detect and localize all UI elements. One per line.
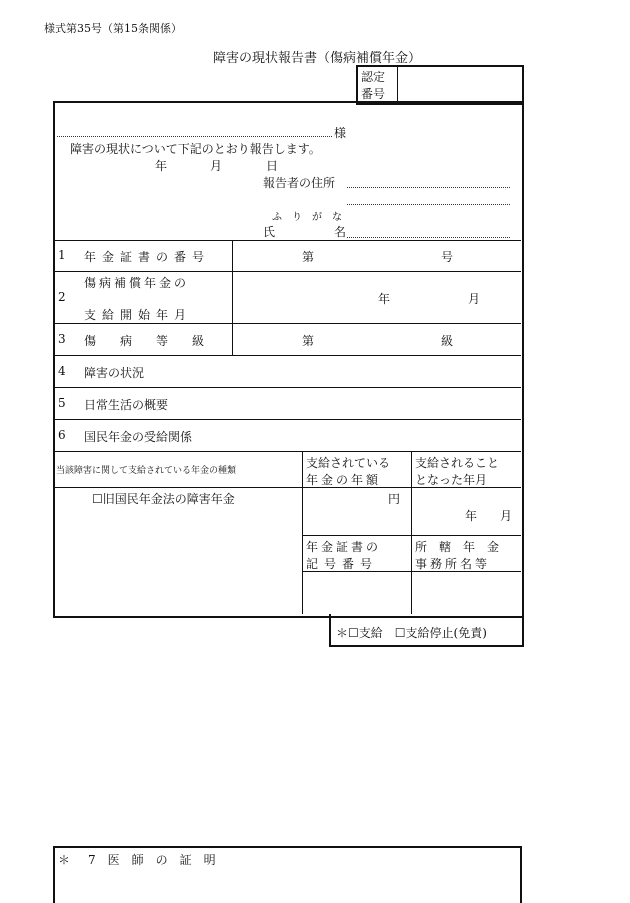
row1-number: 1 (58, 248, 66, 262)
name-line[interactable] (347, 237, 510, 238)
row3-kyu: 級 (441, 334, 454, 348)
row2-year: 年 (378, 292, 391, 306)
certificate-number-field[interactable] (305, 574, 409, 612)
old-national-pension-checkbox[interactable]: ☐旧国民年金法の障害年金 (92, 492, 235, 506)
office-label-1: 所 轄 年 金 (415, 540, 500, 554)
recognition-label-2: 番号 (361, 87, 386, 101)
row4-number: 4 (58, 364, 66, 378)
certificate-label-1: 年金証書の (306, 540, 382, 554)
row1-label: 年金証書の番号 (84, 250, 211, 264)
name-label-1: 氏 (263, 225, 276, 239)
page-title: 障害の現状報告書（傷病補償年金） (213, 51, 422, 66)
yen-label: 円 (388, 492, 401, 506)
row2-number: 2 (58, 290, 66, 304)
row6-number: 6 (58, 428, 66, 442)
row5-number: 5 (58, 396, 66, 410)
row5-label: 日常生活の概要 (84, 398, 169, 412)
doctor-asterisk: ＊ (58, 853, 71, 867)
address-label: 報告者の住所 (263, 176, 336, 190)
row2-month: 月 (468, 292, 481, 306)
doctor-certificate-label: 7 医 師 の 証 明 (88, 853, 216, 867)
pension-amount-header-2: 年金の年額 (306, 473, 382, 487)
date-month: 月 (210, 159, 223, 173)
pension-office-field[interactable] (414, 574, 518, 612)
sama-label: 様 (334, 126, 347, 140)
row4-label: 障害の状況 (84, 366, 145, 380)
form-number: 様式第35号（第15条関係） (44, 22, 182, 35)
row3-dai: 第 (302, 334, 315, 348)
row2-label-1: 傷病補償年金の (84, 276, 190, 290)
status-options[interactable]: ＊☐支給 ☐支給停止(免責) (336, 626, 487, 640)
certificate-label-2: 記号番号 (306, 557, 379, 571)
office-label-2: 事務所名等 (415, 557, 491, 571)
furigana-label: ふ り が な (272, 212, 342, 223)
injury-grade-field[interactable] (318, 328, 436, 352)
pension-type-header: 当該障害に関して支給されている年金の種類 (56, 466, 237, 476)
pension-year-label: 年 (465, 509, 478, 523)
pension-amount-header-1: 支給されている (306, 456, 391, 470)
row2-label-2: 支給開始年月 (84, 308, 193, 322)
recognition-label-1: 認定 (361, 70, 386, 84)
pension-month-label: 月 (500, 509, 513, 523)
statement-text: 障害の現状について下記のとおり報告します。 (70, 142, 321, 156)
address-line[interactable] (347, 187, 510, 188)
payment-date-header-1: 支給されること (415, 456, 500, 470)
pension-amount-field[interactable] (306, 490, 386, 532)
address-line-2[interactable] (347, 204, 510, 205)
date-year: 年 (155, 159, 168, 173)
payment-date-header-2: となった年月 (415, 473, 488, 487)
date-day: 日 (266, 159, 279, 173)
row1-go: 号 (441, 250, 454, 264)
addressee-line[interactable] (57, 136, 332, 137)
row3-label: 傷 病 等 級 (84, 334, 211, 348)
recognition-number-field[interactable] (400, 68, 518, 100)
payment-start-date-field[interactable] (236, 275, 518, 320)
pension-certificate-number-field[interactable] (318, 244, 436, 268)
row6-label: 国民年金の受給関係 (84, 430, 193, 444)
row1-dai: 第 (302, 250, 315, 264)
row3-number: 3 (58, 332, 66, 346)
name-label-2: 名 (334, 225, 347, 239)
